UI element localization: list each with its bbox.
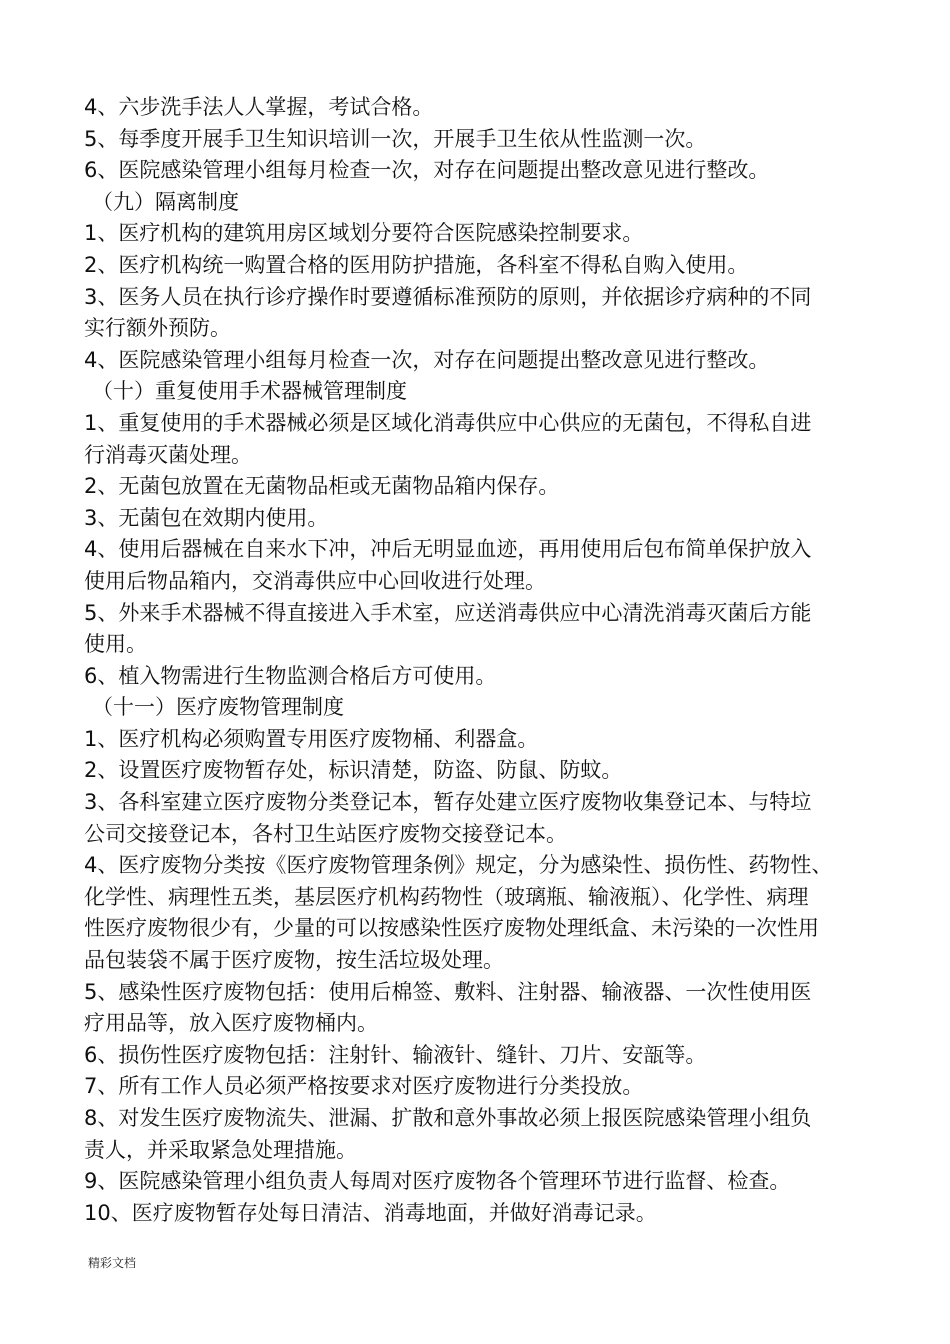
list-item: 1、重复使用的手术器械必须是区域化消毒供应中心供应的无菌包，不得私自进 [84,410,812,435]
list-item: 9、医院感染管理小组负责人每周对医疗废物各个管理环节进行监督、检查。 [84,1169,791,1194]
list-item: 2、医疗机构统一购置合格的医用防护措施，各科室不得私自购入使用。 [84,252,749,277]
section-heading: （九）隔离制度 [92,189,239,214]
paragraph-continuation: 使用。 [84,632,147,657]
paragraph-continuation: 品包装袋不属于医疗废物，按生活垃圾处理。 [84,948,504,973]
paragraph-continuation: 性医疗废物很少有，少量的可以按感染性医疗废物处理纸盒、未污染的一次性用 [84,916,819,941]
list-item: 3、医务人员在执行诊疗操作时要遵循标准预防的原则，并依据诊疗病种的不同 [84,284,812,309]
list-item: 4、六步洗手法人人掌握，考试合格。 [84,95,434,119]
list-item: 5、每季度开展手卫生知识培训一次，开展手卫生依从性监测一次。 [84,126,707,151]
list-item: 1、医疗机构的建筑用房区域划分要符合医院感染控制要求。 [84,221,644,246]
paragraph-continuation: 公司交接登记本，各村卫生站医疗废物交接登记本。 [84,821,567,846]
paragraph-continuation: 化学性、病理性五类，基层医疗机构药物性（玻璃瓶、输液瓶）、化学性、病理 [84,884,809,909]
paragraph-continuation: 使用后物品箱内，交消毒供应中心回收进行处理。 [84,568,546,593]
paragraph-continuation: 实行额外预防。 [84,316,231,341]
document-body [84,92,884,1229]
list-item: 8、对发生医疗废物流失、泄漏、扩散和意外事故必须上报医院感染管理小组负 [84,1106,812,1130]
paragraph-continuation: 行消毒灭菌处理。 [84,442,252,467]
paragraph-continuation: 责人，并采取紧急处理措施。 [84,1137,357,1162]
list-item: 10、医疗废物暂存处每日清洁、消毒地面，并做好消毒记录。 [84,1200,657,1225]
list-item: 4、使用后器械在自来水下冲，冲后无明显血迹，再用使用后包布简单保护放入 [84,537,812,562]
section-heading: （十）重复使用手术器械管理制度 [92,379,407,404]
list-item: 2、设置医疗废物暂存处，标识清楚，防盗、防鼠、防蚊。 [84,758,623,783]
list-item: 1、医疗机构必须购置专用医疗废物桶、利器盒。 [84,726,539,751]
list-item: 4、医院感染管理小组每月检查一次，对存在问题提出整改意见进行整改。 [84,347,770,372]
paragraph-continuation: 疗用品等，放入医疗废物桶内。 [84,1011,378,1036]
list-item: 6、损伤性医疗废物包括：注射针、输液针、缝针、刀片、安瓿等。 [84,1042,707,1067]
list-item: 5、感染性医疗废物包括：使用后棉签、敷料、注射器、输液器、一次性使用医 [84,979,812,1004]
list-item: 4、医疗废物分类按《医疗废物管理条例》规定，分为感染性、损伤性、药物性、 [84,853,833,878]
section-heading: （十一）医疗废物管理制度 [92,695,344,720]
list-item: 3、各科室建立医疗废物分类登记本，暂存处建立医疗废物收集登记本、与特垃 [84,790,812,815]
list-item: 3、无菌包在效期内使用。 [84,505,329,530]
list-item: 2、无菌包放置在无菌物品柜或无菌物品箱内保存。 [84,474,560,499]
list-item: 7、所有工作人员必须严格按要求对医疗废物进行分类投放。 [84,1074,644,1099]
page-footer: 精彩文档 [88,1256,137,1270]
list-item: 6、植入物需进行生物监测合格后方可使用。 [84,663,497,688]
list-item: 5、外来手术器械不得直接进入手术室，应送消毒供应中心清洗消毒灭菌后方能 [84,600,812,625]
list-item: 6、医院感染管理小组每月检查一次，对存在问题提出整改意见进行整改。 [84,158,770,183]
